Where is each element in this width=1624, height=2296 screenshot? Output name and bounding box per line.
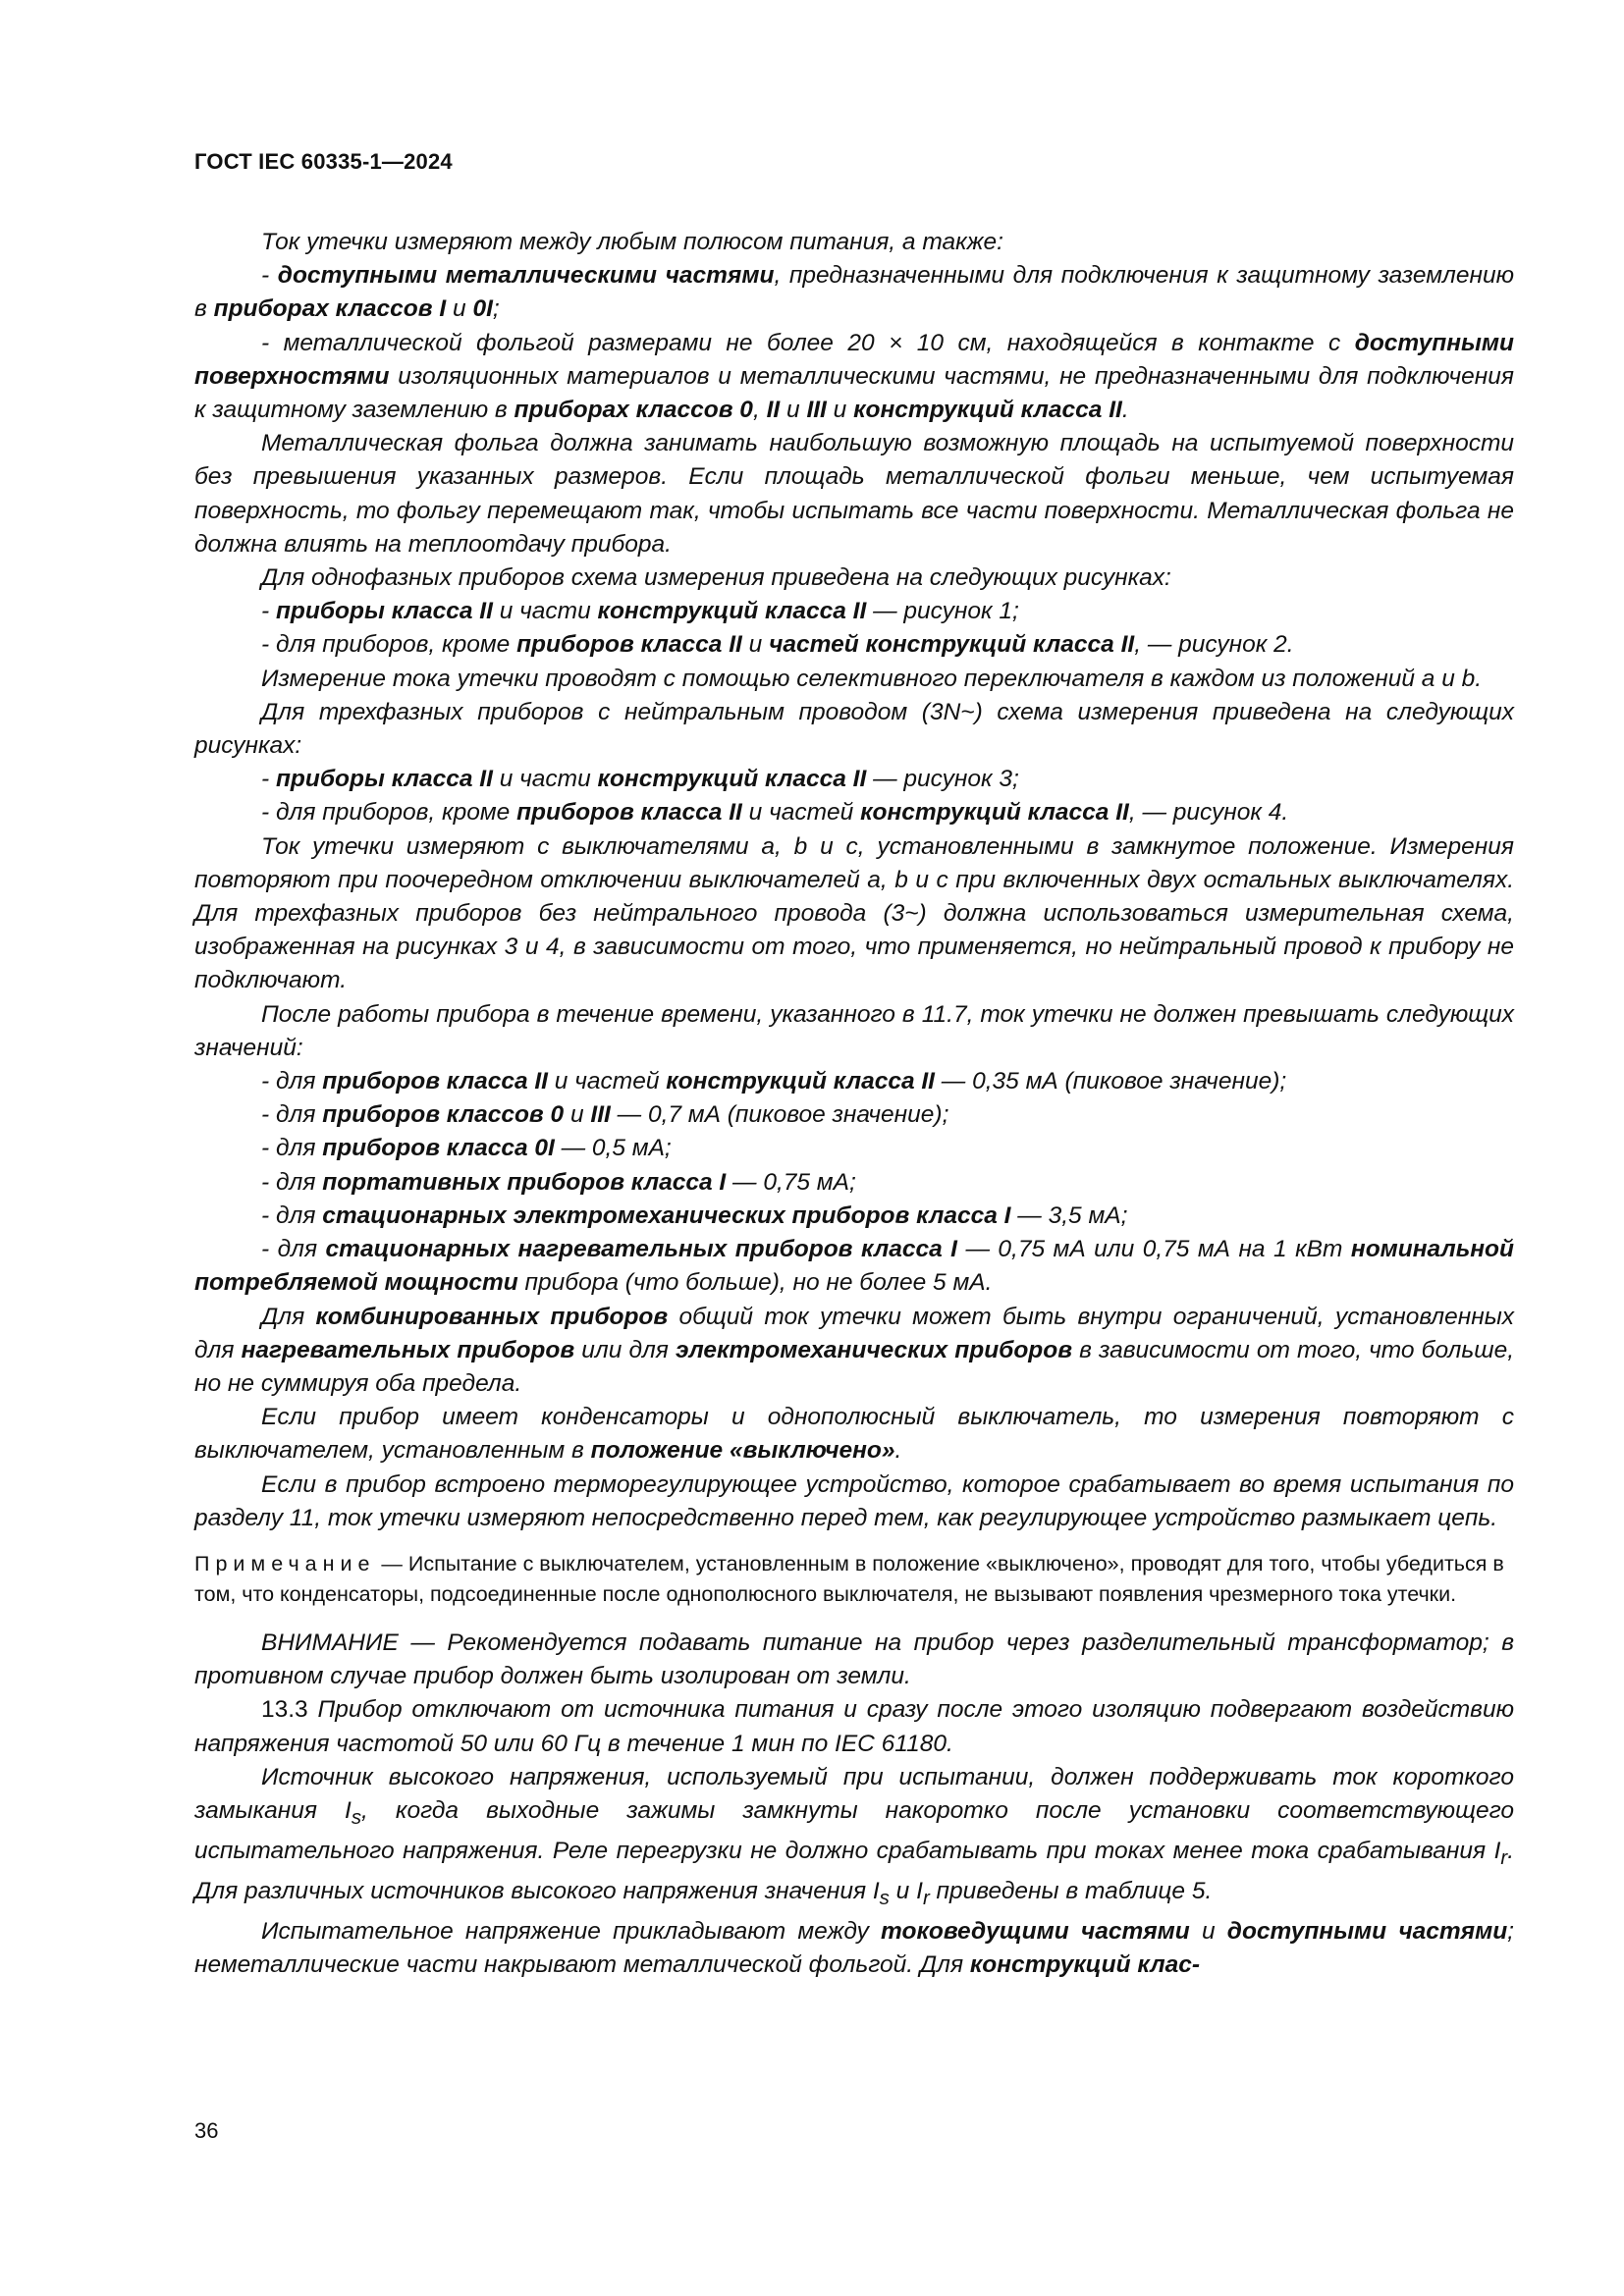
defined-term: 0I bbox=[472, 295, 493, 323]
text-run: - bbox=[261, 262, 278, 290]
defined-term: приборов класса 0I bbox=[322, 1135, 555, 1162]
paragraph bbox=[194, 696, 1514, 763]
defined-term: приборах классов 0 bbox=[514, 397, 753, 424]
text-run: - для bbox=[261, 1101, 323, 1129]
text-run: Испытательное напряжение прикладывают между bbox=[261, 1918, 882, 1946]
clause-number: 13.3 bbox=[261, 1696, 308, 1724]
text-run: — 0,5 мА; bbox=[554, 1135, 672, 1162]
text-run: ; неметаллические части накрывают металлической фольгой. Для bbox=[194, 1918, 1514, 1979]
defined-term: конструкций класса II bbox=[860, 799, 1129, 827]
defined-term: II bbox=[766, 397, 781, 424]
paragraph bbox=[194, 226, 1514, 259]
paragraph bbox=[194, 1065, 1514, 1098]
defined-term: приборы класса II bbox=[275, 766, 493, 793]
text-run: - металлической фольгой размерами не более 20 × 10 см, находящейся в контакте с bbox=[261, 329, 1355, 356]
defined-term: приборы класса II bbox=[275, 598, 493, 625]
text-run: Если прибор имеет конденсаторы и однополюсный выключатель, то измерения повторяют с выключателем, установленным в bbox=[194, 1404, 1514, 1465]
defined-term: частей конструкций класса II bbox=[769, 631, 1135, 659]
text-run: — рисунок 3; bbox=[866, 766, 1019, 793]
defined-term: III bbox=[806, 397, 827, 424]
defined-term: конструкций класса II bbox=[597, 598, 867, 625]
text-run: и bbox=[446, 295, 473, 323]
paragraph bbox=[194, 259, 1514, 326]
text-run: - для bbox=[261, 1236, 326, 1263]
text-run: общий ток утечки может быть внутри ограничений, установленных для bbox=[194, 1303, 1514, 1363]
text-run: Измерение тока утечки проводят с помощью селективного переключателя в каждом из положений a и b. bbox=[261, 665, 1483, 692]
text-run: Для bbox=[261, 1303, 316, 1330]
text-run: , bbox=[752, 397, 767, 424]
text-run: - для bbox=[261, 1168, 323, 1196]
subscript: s bbox=[879, 1888, 890, 1910]
defined-term: номинальной потребляемой мощности bbox=[194, 1236, 1514, 1297]
text-run: или для bbox=[574, 1336, 676, 1363]
text-run: Ток утечки измеряют между любым полюсом питания, а также: bbox=[261, 229, 1003, 255]
text-run: приведены в таблице 5. bbox=[929, 1878, 1213, 1905]
paragraph bbox=[194, 1233, 1514, 1300]
text-run: I bbox=[1493, 1838, 1501, 1865]
paragraph bbox=[194, 830, 1514, 998]
defined-term: токоведущими частями bbox=[881, 1918, 1190, 1946]
text-run: Металлическая фольга должна занимать наибольшую возможную площадь на испытуемой поверхности без превышения указанных размеров. Если площадь металлической фольги меньше, чем испытуемая поверхность, то фольгу перемещают так, чтобы испытать все части поверхности. Металлическая фольга не должна влиять на теплоотдачу прибора. bbox=[194, 430, 1514, 558]
subscript: r bbox=[922, 1888, 930, 1910]
paragraph bbox=[194, 1915, 1514, 1982]
text-run: - для приборов, кроме bbox=[261, 799, 517, 827]
defined-term: приборов класса II bbox=[516, 631, 742, 659]
leakage-current-section bbox=[194, 226, 1514, 1535]
text-run: Для трехфазных приборов с нейтральным проводом (3N~) схема измерения приведена на следующих рисунках: bbox=[194, 698, 1514, 760]
text-run: - bbox=[261, 598, 276, 625]
text-run: - для bbox=[261, 1135, 323, 1162]
defined-term: нагревательных приборов bbox=[241, 1336, 575, 1363]
text-run: - bbox=[261, 766, 276, 793]
dielectric-strength-section bbox=[194, 1627, 1514, 1983]
paragraph bbox=[194, 561, 1514, 595]
text-run: — рисунок 1; bbox=[866, 598, 1019, 625]
defined-term: стационарных нагревательных приборов класса I bbox=[325, 1236, 957, 1263]
page-number: 36 bbox=[194, 2118, 219, 2143]
text-run: и частей bbox=[548, 1068, 667, 1095]
text-run: , предназначенными для подключения к защитному заземлению в bbox=[194, 262, 1515, 323]
paragraph bbox=[194, 1132, 1514, 1165]
defined-term: стационарных электромеханических приборов класса I bbox=[322, 1201, 1011, 1229]
text-run: - для bbox=[261, 1068, 323, 1095]
paragraph bbox=[194, 1761, 1514, 1915]
text-run: Если в прибор встроено терморегулирующее устройство, которое срабатывает во время испытания по разделу 11, ток утечки измеряют непосредственно перед тем, как регулирующее устройство размыкает цепь. bbox=[194, 1470, 1514, 1531]
defined-term: доступными металлическими частями bbox=[277, 262, 775, 290]
text-run: и части bbox=[492, 598, 598, 625]
standard-header: ГОСТ IEC 60335-1—2024 bbox=[194, 149, 453, 174]
text-run: и bbox=[780, 397, 807, 424]
text-run: прибора (что больше), но не более 5 мА. bbox=[517, 1269, 993, 1297]
defined-term: приборов класса II bbox=[516, 799, 742, 827]
text-run: , — рисунок 4. bbox=[1128, 799, 1289, 827]
text-run: в зависимости от того, что больше, но не суммируя оба предела. bbox=[194, 1336, 1515, 1397]
note-paragraph bbox=[194, 1549, 1514, 1611]
paragraph bbox=[194, 1693, 1514, 1760]
text-run: , когда выходные зажимы замкнуты накоротко после установки соответствующего испытательного напряжения. Реле перегрузки не должно срабатывать при токах менее тока срабатывания bbox=[194, 1796, 1514, 1865]
text-run: изоляционных материалов и металлическими частями, не предназначенными для подключения к защитному заземлению в bbox=[194, 362, 1514, 424]
text-run: I bbox=[872, 1878, 880, 1905]
text-run: и bbox=[826, 397, 854, 424]
paragraph bbox=[194, 1166, 1514, 1200]
text-run: и bbox=[1189, 1918, 1227, 1946]
defined-term: электромеханических приборов bbox=[676, 1336, 1073, 1363]
text-run: и частей bbox=[741, 799, 861, 827]
paragraph bbox=[194, 998, 1514, 1065]
paragraph bbox=[194, 1098, 1514, 1132]
text-run: — 0,35 мА (пиковое значение); bbox=[935, 1068, 1287, 1095]
note-label: Примечание bbox=[194, 1551, 376, 1575]
paragraph bbox=[194, 796, 1514, 829]
text-run: Источник высокого напряжения, используемый при испытании, должен поддерживать ток короткого замыкания bbox=[194, 1763, 1514, 1824]
text-run: и bbox=[741, 631, 770, 659]
text-run: — 0,75 мА или 0,75 мА на 1 кВт bbox=[956, 1236, 1351, 1263]
paragraph bbox=[194, 1627, 1514, 1693]
note-text: — Испытание с выключателем, установленным в положение «выключено», проводят для того, чтобы убедиться в том, что конденсаторы, подсоединенные после однополюсного выключателя, не вызывают появления чрезмерного тока утечки. bbox=[194, 1551, 1504, 1607]
text-run: . bbox=[1121, 397, 1129, 424]
text-run: - для bbox=[261, 1201, 323, 1229]
defined-term: III bbox=[590, 1101, 611, 1129]
defined-term: приборов класса II bbox=[322, 1068, 548, 1095]
defined-term: положение «выключено» bbox=[590, 1437, 895, 1465]
paragraph bbox=[194, 327, 1514, 428]
paragraph bbox=[194, 595, 1514, 628]
text-run: - для приборов, кроме bbox=[261, 631, 517, 659]
paragraph bbox=[194, 427, 1514, 561]
text-run: После работы прибора в течение времени, указанного в 11.7, ток утечки не должен превышать следующих значений: bbox=[194, 1000, 1514, 1061]
text-run: ; bbox=[492, 295, 500, 323]
text-run: и bbox=[889, 1878, 917, 1905]
text-run: . bbox=[894, 1437, 902, 1465]
paragraph bbox=[194, 1301, 1514, 1402]
text-run: Ток утечки измеряют с выключателями a, b и c, установленными в замкнутое положение. Измерения повторяют при поочередном отключении выключателей a, b и c при включенных двух остальных выключателях. Для трехфазных приборов без нейтрального провода (3~) должна использоваться измерительная схема, изображенная на рисунках 3 и 4, в зависимости от того, что применяется, но нейтральный провод к прибору не подключают. bbox=[194, 832, 1514, 994]
text-run: — 0,75 мА; bbox=[726, 1168, 856, 1196]
paragraph bbox=[194, 1200, 1514, 1233]
defined-term: приборах классов I bbox=[213, 295, 447, 323]
defined-term: конструкций класса II bbox=[853, 397, 1122, 424]
paragraph bbox=[194, 1468, 1514, 1535]
document-body bbox=[194, 226, 1514, 1983]
paragraph bbox=[194, 663, 1514, 696]
defined-term: конструкций класса II bbox=[597, 766, 867, 793]
defined-term: конструкций клас- bbox=[969, 1951, 1201, 1979]
text-run: Для однофазных приборов схема измерения приведена на следующих рисунках: bbox=[261, 564, 1171, 592]
subscript: s bbox=[351, 1806, 362, 1829]
defined-term: комбинированных приборов bbox=[315, 1303, 669, 1330]
text-run: , — рисунок 2. bbox=[1134, 631, 1294, 659]
text-run: — 3,5 мА; bbox=[1010, 1201, 1128, 1229]
paragraph bbox=[194, 628, 1514, 662]
defined-term: портативных приборов класса I bbox=[322, 1168, 727, 1196]
text-run: ВНИМАНИЕ — Рекомендуется подавать питание на прибор через разделительный трансформатор; в противном случае прибор должен быть изолирован от земли. bbox=[194, 1629, 1514, 1690]
text-run: Прибор отключают от источника питания и сразу после этого изоляцию подвергают воздействию напряжения частотой 50 или 60 Гц в течение 1 мин по IEC 61180. bbox=[194, 1696, 1514, 1757]
text-run: — 0,7 мА (пиковое значение); bbox=[610, 1101, 949, 1129]
defined-term: приборов классов 0 bbox=[322, 1101, 565, 1129]
text-run: I bbox=[916, 1878, 923, 1905]
defined-term: конструкций класса II bbox=[666, 1068, 935, 1095]
paragraph bbox=[194, 763, 1514, 796]
defined-term: доступными поверхностями bbox=[194, 329, 1514, 390]
defined-term: доступными частями bbox=[1226, 1918, 1508, 1946]
subscript: r bbox=[1500, 1846, 1508, 1869]
paragraph bbox=[194, 1401, 1514, 1468]
text-run: . Для различных источников высокого напряжения значения bbox=[194, 1838, 1514, 1905]
text-run: и bbox=[564, 1101, 591, 1129]
text-run: и части bbox=[492, 766, 598, 793]
text-run: I bbox=[345, 1796, 352, 1824]
